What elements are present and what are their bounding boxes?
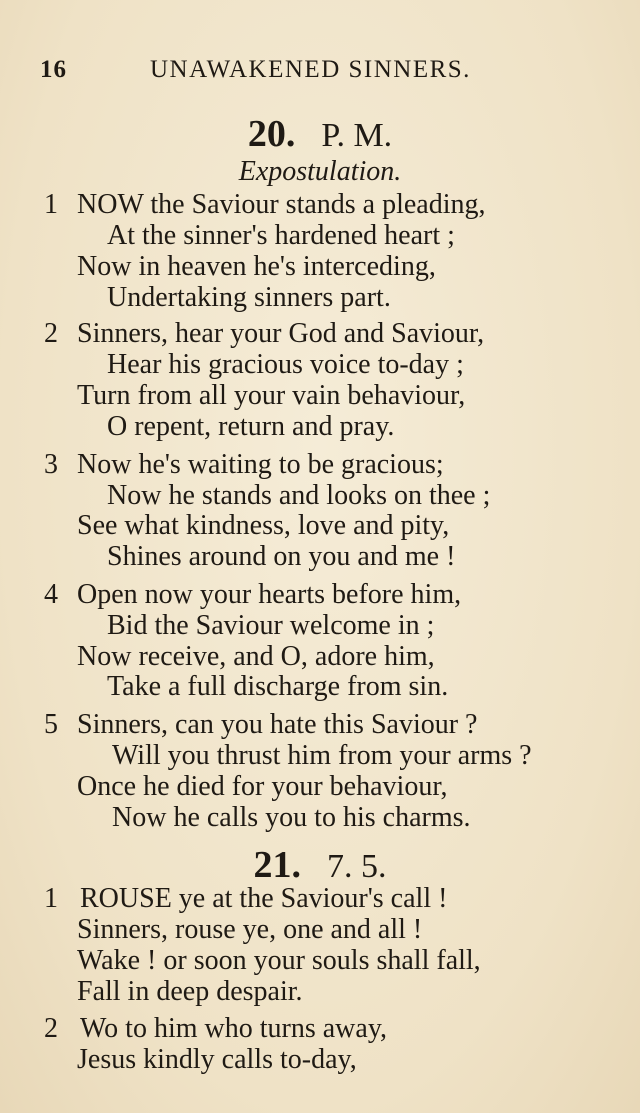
- verse-number: 2: [44, 318, 58, 349]
- verse-line: Fall in deep despair.: [77, 976, 303, 1007]
- verse-line: Wake ! or soon your souls shall fall,: [77, 945, 481, 976]
- hymn-subtitle: Expostulation.: [238, 156, 402, 187]
- running-title: UNAWAKENED SINNERS.: [150, 56, 471, 83]
- verse-line: Shines around on you and me !: [107, 541, 456, 572]
- hymn-number: 20.: [247, 113, 296, 155]
- verse-number: 2: [44, 1013, 58, 1044]
- verse-line: Wo to him who turns away,: [80, 1013, 388, 1044]
- verse-line: At the sinner's hardened heart ;: [107, 220, 455, 251]
- hymn-meter: 7. 5.: [327, 848, 387, 885]
- verse-line: ROUSE ye at the Saviour's call !: [80, 883, 448, 914]
- verse-line: Turn from all your vain behaviour,: [77, 380, 466, 411]
- verse-line: Undertaking sinners part.: [107, 282, 391, 313]
- verse-line: Now he stands and looks on thee ;: [107, 480, 491, 511]
- verse-number: 4: [44, 579, 58, 610]
- verse-number: 5: [44, 709, 58, 740]
- hymn-meter: P. M.: [321, 117, 393, 154]
- verse-line: Open now your hearts before him,: [77, 579, 462, 610]
- hymn-heading: [0, 843, 640, 887]
- page-number: 16: [40, 56, 67, 83]
- hymn-heading: [0, 112, 640, 156]
- verse-line: See what kindness, love and pity,: [77, 510, 450, 541]
- verse-line: Now he's waiting to be gracious;: [77, 449, 444, 480]
- verse-line: Sinners, hear your God and Saviour,: [77, 318, 485, 349]
- verse-line: Jesus kindly calls to-day,: [77, 1044, 357, 1075]
- page-header: [40, 56, 600, 96]
- verse-line: Once he died for your behaviour,: [77, 771, 448, 802]
- verse-number: 3: [44, 449, 58, 480]
- verse-line: Sinners, can you hate this Saviour ?: [77, 709, 478, 740]
- verse-line: Sinners, rouse ye, one and all !: [77, 914, 423, 945]
- hymn-number: 21.: [253, 844, 301, 886]
- verse-line: Will you thrust him from your arms ?: [112, 740, 532, 771]
- verse-line: Hear his gracious voice to-day ;: [107, 349, 464, 380]
- verse-line: NOW the Saviour stands a pleading,: [77, 189, 486, 220]
- verse-number: 1: [44, 189, 58, 220]
- verse-line: Now in heaven he's interceding,: [77, 251, 436, 282]
- verse-line: Now he calls you to his charms.: [112, 802, 471, 833]
- verse-number: 1: [44, 883, 58, 914]
- verse-line: Bid the Saviour welcome in ;: [107, 610, 435, 641]
- verse-line: O repent, return and pray.: [107, 411, 395, 442]
- verse-line: Take a full discharge from sin.: [107, 671, 449, 702]
- verse-line: Now receive, and O, adore him,: [77, 641, 435, 672]
